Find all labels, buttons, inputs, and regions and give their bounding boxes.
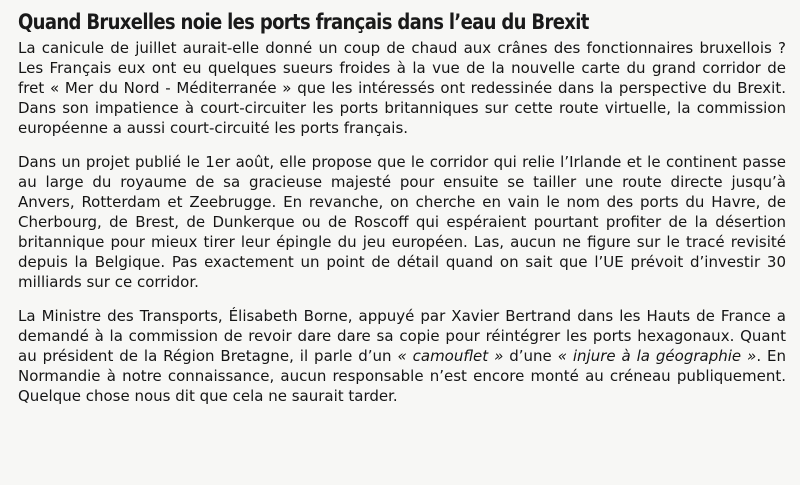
paragraph-3-part-3: . En Normandie à notre connaissance, aucun responsable n’est encore monté au créneau publiquement. Quelque chose nous dit que cela ne saurait tarder. (18, 347, 786, 405)
injure-quote: « injure à la géographie » (557, 347, 757, 365)
article-body (18, 38, 786, 406)
paragraph-1: La canicule de juillet aurait-elle donné un coup de chaud aux crânes des fonctionnaires bruxellois ? Les Français eux ont eu quelques sueurs froides à la vue de la nouvelle carte du grand corridor de fret « Mer du Nord - Méditerranée » que les intéressés ont redessinée dans la perspective du Brexit. Dans son impatience à court-circuiter les ports britanniques sur cette route virtuelle, la commission européenne a aussi court-circuité les ports français. (18, 39, 786, 137)
paragraph-3-part-1: La Ministre des Transports, Élisabeth Borne, appuyé par Xavier Bertrand dans les Hauts de France a demandé à la commission de revoir dare dare sa copie pour réintégrer les ports hexagonaux. Quant au président de la Région Bretagne, il parle d’un (18, 307, 786, 365)
article-title: Quand Bruxelles noie les ports français dans l’eau du Brexit (18, 10, 589, 34)
paragraph-3-part-2: d’une (503, 347, 558, 365)
paragraph-2: Dans un projet publié le 1er août, elle propose que le corridor qui relie l’Irlande et le continent passe au large du royaume de sa gracieuse majesté pour ensuite se tailler une route directe jusqu’à Anvers, Rotterdam et Zeebrugge. En revanche, on cherche en vain le nom des ports du Havre, de Cherbourg, de Brest, de Dunkerque ou de Roscoff qui espéraient pourtant profiter de la désertion britannique pour mieux tirer leur épingle du jeu européen. Las, aucun ne figure sur le tracé revisité depuis la Belgique. Pas exactement un point de détail quand on sait que l’UE prévoit d’investir 30 milliards sur ce corridor. (18, 153, 786, 291)
camouflet-quote: « camouflet » (397, 347, 504, 365)
paragraph-3 (18, 306, 786, 406)
